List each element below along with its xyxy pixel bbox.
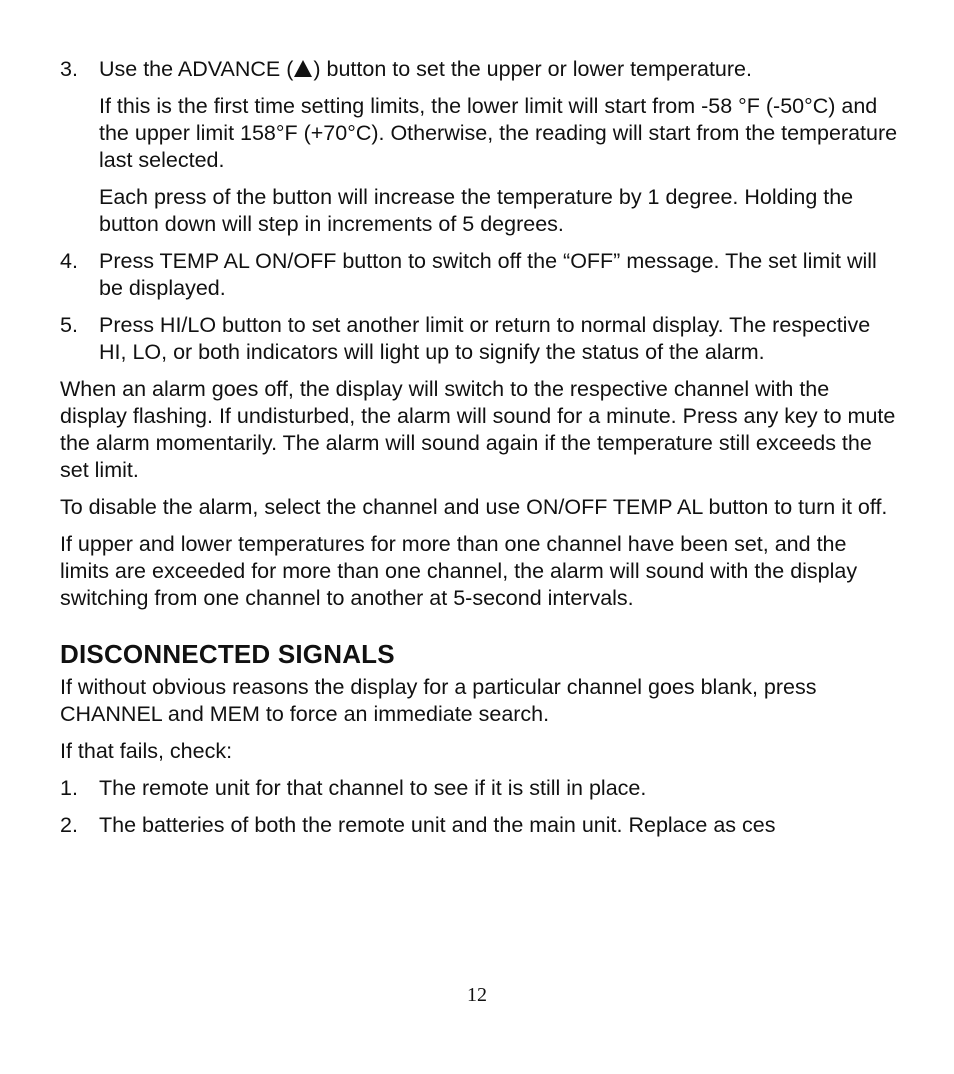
multi-channel-alarm-paragraph: If upper and lower temperatures for more than one channel have been set, and the limits are exceeded for more than one channel, the alarm will sound with the display switching from one channel to another at 5-second intervals. bbox=[60, 532, 858, 610]
manual-page bbox=[60, 56, 900, 849]
up-triangle-icon bbox=[294, 60, 312, 77]
check-intro-paragraph: If that fails, check: bbox=[60, 739, 233, 763]
check-item-2 bbox=[60, 812, 900, 839]
check-number: 2. bbox=[60, 813, 78, 837]
check-item-1 bbox=[60, 775, 900, 802]
step-text-end: ) button to set the upper or lower temperature. bbox=[313, 57, 752, 81]
step-3-note-limits: If this is the first time setting limits, the lower limit will start from -58 °F (-50°C) and the upper limit 158°F (+70°C). Otherwise, the reading will start from the temperature last selected. bbox=[99, 94, 898, 172]
step-text: Press TEMP AL ON/OFF button to switch off the “OFF” message. The set limit will be displayed. bbox=[99, 249, 877, 300]
check-text: The remote unit for that channel to see if it is still in place. bbox=[99, 776, 647, 800]
alarm-behavior-paragraph: When an alarm goes off, the display will switch to the respective channel with the display flashing. If undisturbed, the alarm will sound for a minute. Press any key to mute the alarm momentarily. The alarm will sound again if the temperature still exceeds the set limit. bbox=[60, 377, 896, 482]
step-number: 5. bbox=[60, 313, 78, 337]
step-4 bbox=[60, 248, 900, 302]
step-number: 3. bbox=[60, 57, 78, 81]
step-3-note-increment: Each press of the button will increase the temperature by 1 degree. Holding the button down will step in increments of 5 degrees. bbox=[99, 185, 854, 236]
disable-alarm-paragraph: To disable the alarm, select the channel and use ON/OFF TEMP AL button to turn it off. bbox=[60, 495, 888, 519]
check-text: The batteries of both the remote unit and the main unit. Replace as ces bbox=[99, 813, 776, 837]
step-5 bbox=[60, 312, 900, 366]
section-heading: DISCONNECTED SIGNALS bbox=[60, 639, 395, 669]
step-3 bbox=[60, 56, 900, 83]
step-text: Press HI/LO button to set another limit or return to normal display. The respective HI, LO, or both indicators will light up to signify the status of the alarm. bbox=[99, 313, 871, 364]
page-number: 12 bbox=[467, 984, 487, 1006]
step-number: 4. bbox=[60, 249, 78, 273]
disconnected-intro-paragraph: If without obvious reasons the display for a particular channel goes blank, press CHANNEL and MEM to force an immediate search. bbox=[60, 675, 817, 726]
check-number: 1. bbox=[60, 776, 78, 800]
step-text-start: Use the ADVANCE ( bbox=[99, 57, 294, 81]
